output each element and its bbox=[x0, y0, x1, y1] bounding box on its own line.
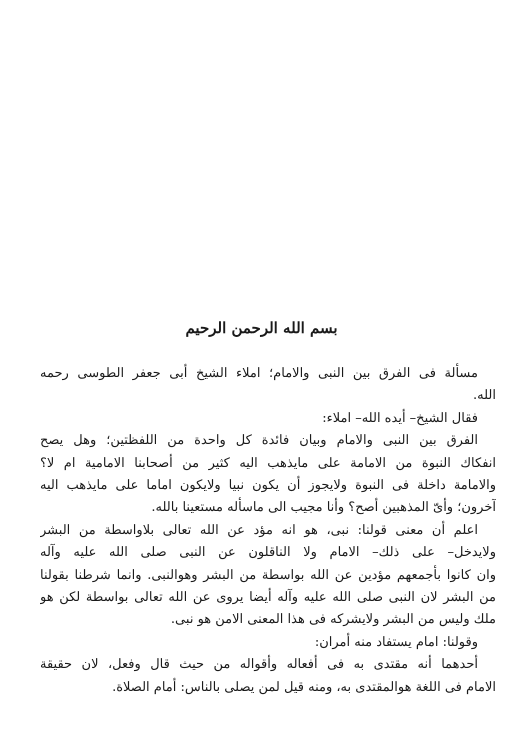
text-line: ولايدخل– على ذلك– الامام ولا الناقلون عن النبى صلى الله عليه وآله bbox=[40, 545, 496, 561]
text-line: ملك وليس من البشر ولايشركه فى هذا المعنى الامن هو نبى. bbox=[170, 612, 496, 628]
text-line: أحدهما أنه مقتدى به فى أفعاله وأقواله من حيث قال وفعل، لان حقيقة bbox=[40, 657, 478, 673]
text-line: الله. bbox=[473, 388, 496, 404]
text-line: فقال الشيخ– أيده الله– املاء: bbox=[322, 410, 478, 426]
text-line: مسألة فى الفرق بين النبى والامام؛ املاء الشيخ أبى جعفر الطوسى رحمه bbox=[40, 366, 478, 381]
basmala-heading: بسم الله الرحمن الرحيم bbox=[185, 319, 338, 337]
text-line: من البشر لان النبى صلى الله عليه وآله أيضا يروى عن الله تعالى بواسطة لكن هو bbox=[40, 590, 496, 606]
text-line: وقولنا: امام يستفاد منه أمران: bbox=[314, 634, 478, 650]
text-line: اعلم أن معنى قولنا: نبى، هو انه مؤد عن الله تعالى بلاواسطة من البشر bbox=[40, 522, 478, 538]
text-line: انفكاك النبوة من الامامة على مايذهب اليه كثير من أصحابنا الامامية ام لا؟ bbox=[40, 455, 496, 471]
text-line: وان كانوا بأجمعهم مؤدين عن الله بواسطة من البشر وهوالنبى. وانما شرطنا بقولنا bbox=[40, 567, 496, 583]
text-line: الفرق بين النبى والامام وبيان فائدة كل واحدة من اللفظتين؛ وهل يصح bbox=[40, 433, 478, 449]
document-body bbox=[40, 363, 496, 699]
text-line: الامام فى اللغة هوالمقتدى به، ومنه قيل لمن يصلى بالناس: أمام الصلاة. bbox=[112, 679, 496, 695]
text-line: آخرون؛ وأىّ المذهبين أصح؟ وأنا مجيب الى ماسأله مستعينا بالله. bbox=[151, 500, 496, 516]
text-line: والامامة داخلة فى النبوة ولايجوز أن يكون نبيا ولايكون اماما على مايذهب اليه bbox=[40, 478, 496, 494]
